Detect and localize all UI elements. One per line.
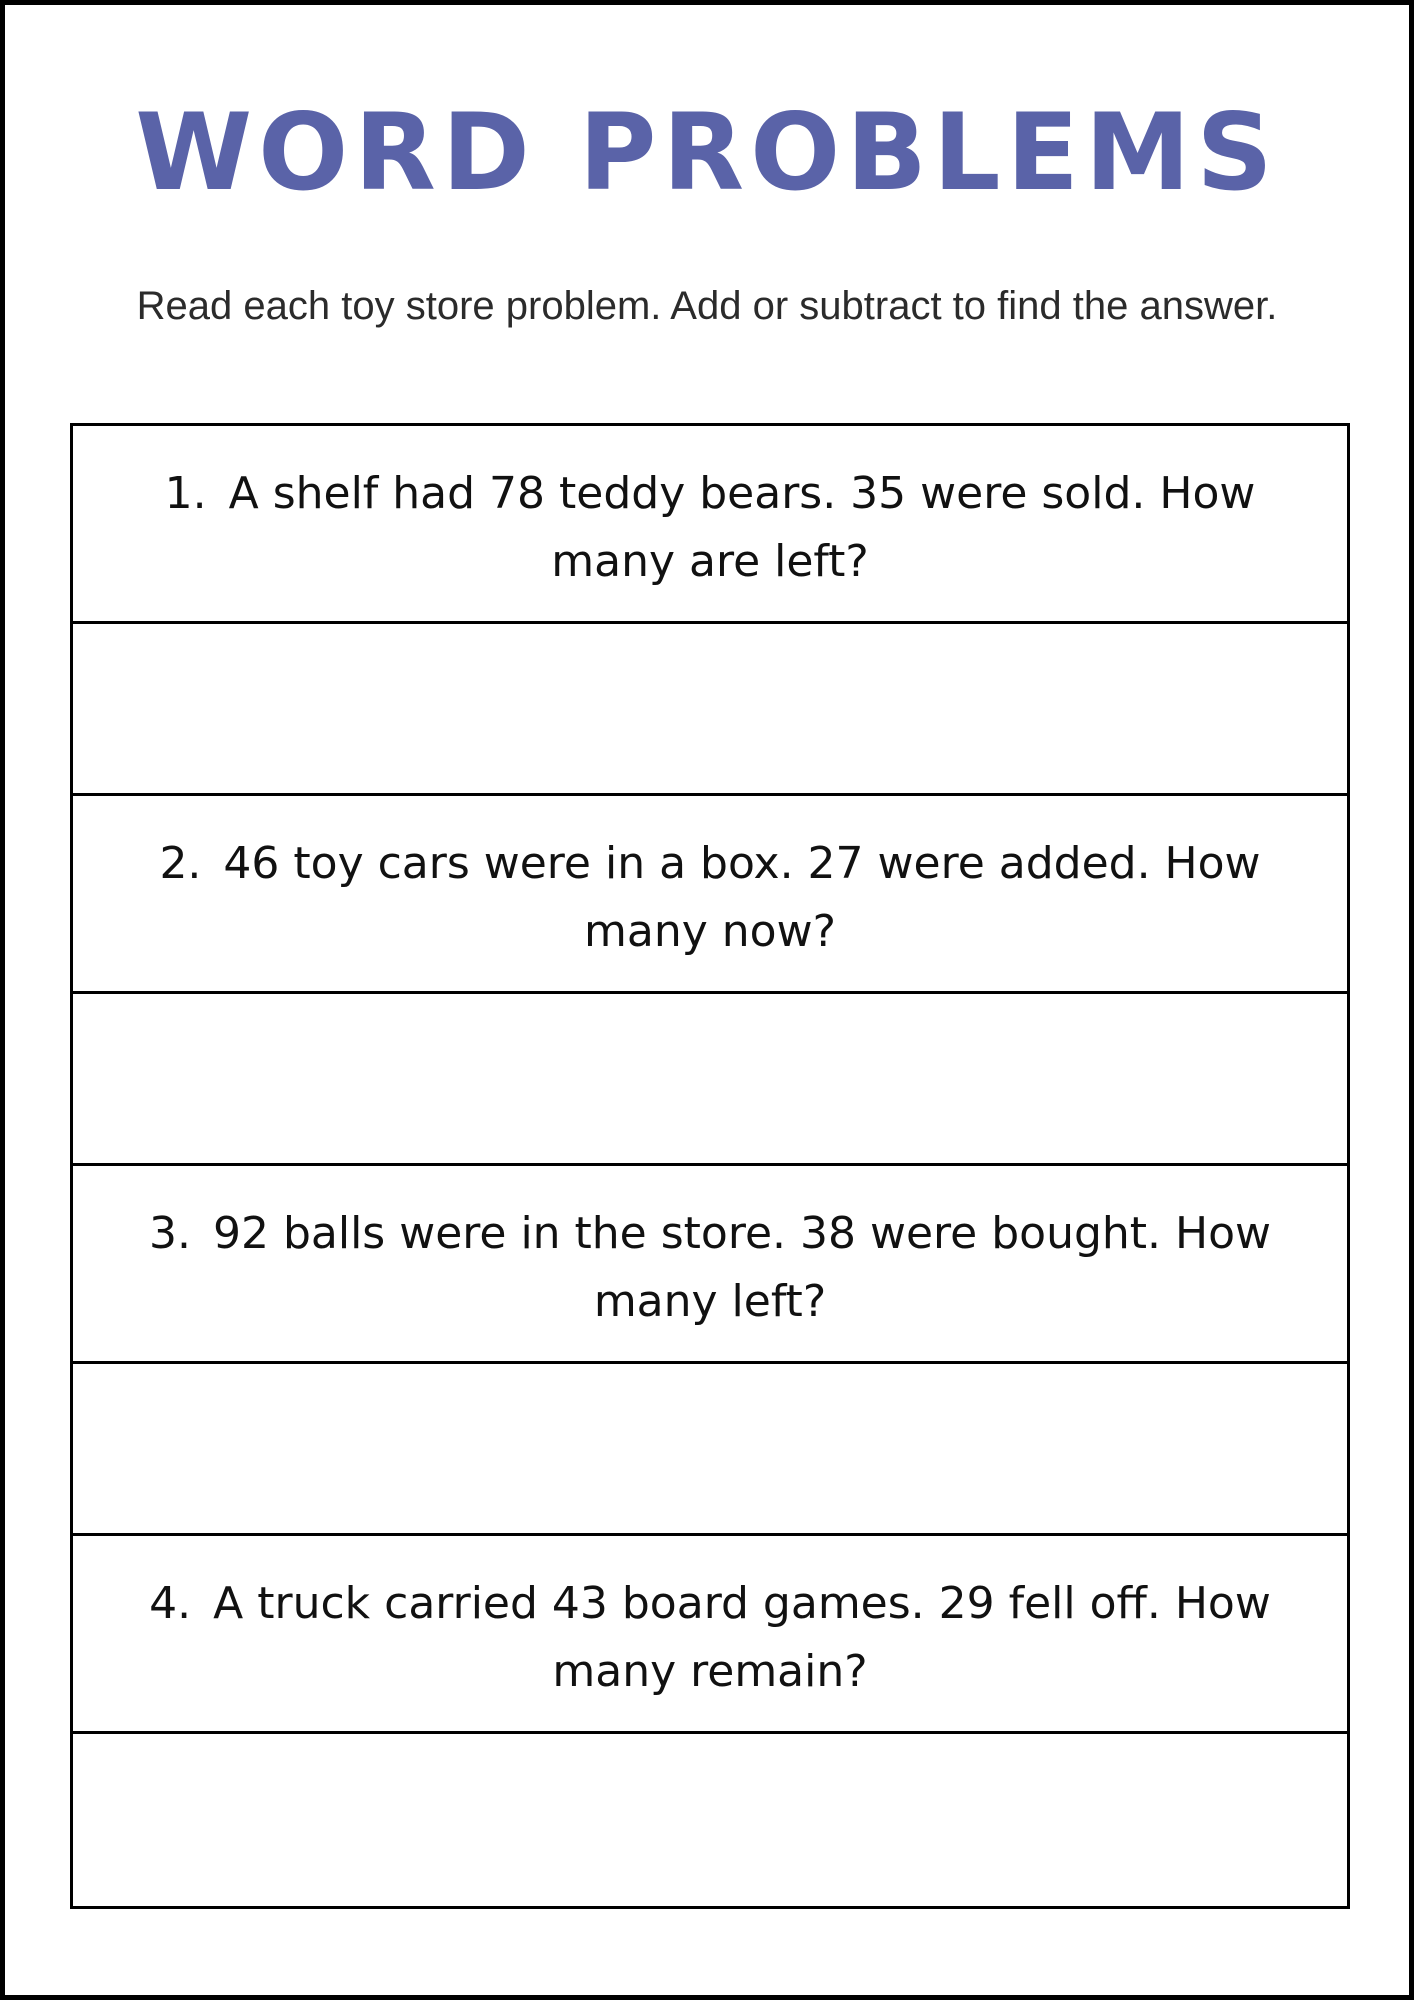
problem-question-4: A truck carried 43 board games. 29 fell off. How many remain? — [213, 1578, 1271, 1697]
problem-question-3: 92 balls were in the store. 38 were bought. How many left? — [212, 1208, 1271, 1327]
instructions: Read each toy store problem. Add or subtract to find the answer. — [136, 284, 1278, 328]
problem-row-2 — [73, 796, 1347, 994]
problem-number-1: 1. — [164, 468, 207, 519]
problem-number-3: 3. — [149, 1208, 191, 1259]
problem-question-2: 46 toy cars were in a box. 27 were added. How many now? — [223, 838, 1261, 957]
problem-number-2: 2. — [159, 838, 202, 889]
answer-box-2[interactable] — [73, 994, 1347, 1166]
problem-question-1: A shelf had 78 teddy bears. 35 were sold. How many are left? — [228, 468, 1256, 587]
problem-text-2 — [113, 830, 1307, 966]
problem-row-4 — [73, 1536, 1347, 1734]
problems-table — [70, 423, 1350, 1909]
answer-box-1[interactable] — [73, 624, 1347, 796]
answer-box-3[interactable] — [73, 1364, 1347, 1536]
problem-number-4: 4. — [149, 1578, 192, 1629]
problem-row-3 — [73, 1166, 1347, 1364]
problem-text-3 — [113, 1200, 1307, 1336]
page-title: WORD PROBLEMS — [135, 91, 1279, 214]
problem-row-1 — [73, 426, 1347, 624]
answer-box-4[interactable] — [73, 1734, 1347, 1906]
problem-text-1 — [113, 460, 1307, 596]
problem-text-4 — [113, 1570, 1307, 1706]
